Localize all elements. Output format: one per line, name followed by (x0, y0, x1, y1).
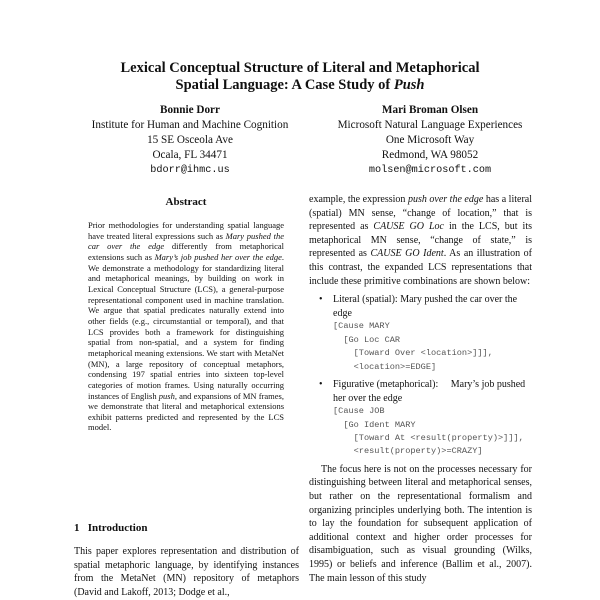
section-heading: 1 Introduction (74, 522, 148, 534)
abstract-body: Prior methodologies for understanding spatial language have treated literal expressions such as Mary pushed the car over the edge differently from metaphorical extensions such as Mary’s job pushed her over the edge. We demonstrate a methodology for standardizing literal and metaphorical meanings, by building on work in Lexical Conceptual Structure (LCS), a general-purpose representational component used in machine translation. We argue that spatial predicates naturally extend into other fields (e.g., circumstantial or temporal), and that LCS provides both a framework for distinguishing spatial from non-spatial, and a system for finding metaphorical meaning extensions. We start with MetaNet (MN), a large repository of conceptual metaphors, condensing 197 spatial entries into sixteen top-level categories of motion frames. Using naturally occurring instances of English push, and expansions of MN frames, we demonstrate that literal and metaphorical extensions exhibit patterns predicted and represented by the LCS model. (88, 220, 285, 433)
paragraph: The focus here is not on the processes necessary for distinguishing between literal and metaphorical senses, but rather on the representational formalism and organizing principles underlying both. The intention is to lay the foundation for subsequent application of additional context and higher order processes for disambiguation, such as visual grounding (Wilks, 1995) or beliefs and inference (Ballim et al., 2007). The main lesson of this study (309, 463, 532, 584)
author-block-2 (305, 103, 555, 178)
author-affiliation: Institute for Human and Machine Cognition (91, 119, 289, 131)
author-name: Mari Broman Olsen (381, 104, 479, 116)
lcs-line: [Cause MARY (333, 321, 390, 332)
lcs-line: [Toward Over <location>]]], (333, 348, 493, 359)
author-address-1: 15 SE Osceola Ave (147, 134, 233, 146)
author-email[interactable]: molsen@microsoft.com (368, 165, 492, 176)
abstract-heading: Abstract (165, 196, 207, 208)
bullet-icon: • (319, 378, 323, 390)
list-item (319, 378, 532, 405)
paper-title (0, 60, 600, 94)
list-item (319, 293, 532, 320)
author-affiliation: Microsoft Natural Language Experiences (337, 119, 523, 131)
author-address-1: One Microsoft Way (385, 134, 475, 146)
title-line-2: Spatial Language: A Case Study of Push (175, 77, 425, 93)
right-column (309, 193, 532, 585)
lcs-representation (333, 320, 532, 374)
lcs-line: [Cause JOB (333, 406, 385, 417)
lcs-line: [Go Loc CAR (333, 334, 401, 345)
bullet-label: Literal (spatial): Mary pushed the car over the edge (333, 294, 518, 319)
bullet-icon: • (319, 294, 323, 306)
bullet-label: Figurative (metaphorical): Mary’s job pushed her over the edge (333, 378, 528, 404)
lcs-line: [Go Ident MARY (333, 419, 416, 430)
author-name: Bonnie Dorr (160, 104, 220, 116)
author-address-2: Ocala, FL 34471 (152, 149, 228, 161)
author-block-1 (60, 103, 320, 178)
author-email[interactable]: bdorr@ihmc.us (150, 165, 230, 176)
author-address-2: Redmond, WA 98052 (381, 149, 479, 161)
paragraph: example, the expression push over the edge has a literal (spatial) MN sense, “change of location,” that is represented as CAUSE GO Loc in the LCS, but its metaphorical MN sense, “change of state,” is represented as CAUSE GO Ident. As an illustration of this contrast, the expanded LCS representations that include these primitive combinations are shown below: (309, 194, 532, 287)
lcs-line: <result(property)>=CRAZY] (333, 446, 483, 457)
lcs-representation (333, 405, 532, 459)
introduction-paragraph: This paper explores representation and distribution of spatial metaphoric language, by identifying instances from the MetaNet (MN) repository of metaphors (David and Lakoff, 2013; Dodge et al., (74, 546, 299, 598)
lcs-line: [Toward At <result(property)>]]], (333, 432, 524, 443)
title-line-1: Lexical Conceptual Structure of Literal and Metaphorical (120, 60, 480, 76)
lcs-line: <location>=EDGE] (333, 361, 437, 372)
